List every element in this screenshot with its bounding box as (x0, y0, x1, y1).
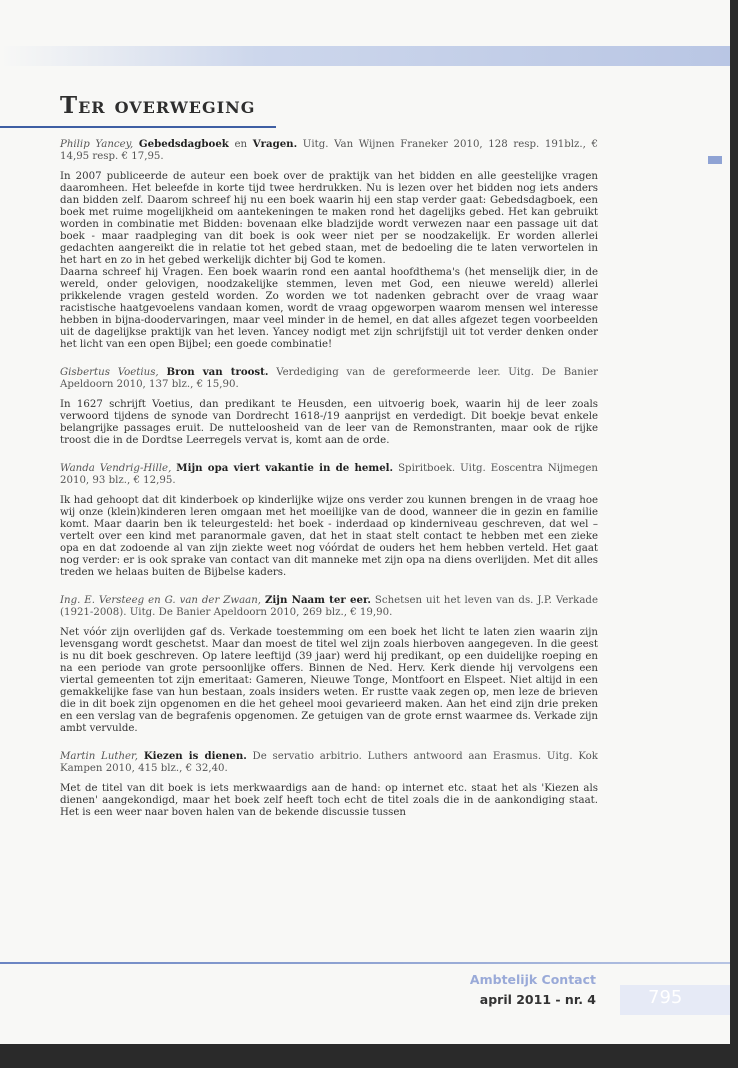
review-list (60, 138, 598, 834)
review-author: Martin Luther, (60, 751, 139, 762)
review-entry (60, 462, 598, 579)
footer-rule (0, 962, 730, 964)
section-title: Ter overweging (60, 92, 256, 119)
margin-tab-marker (708, 156, 722, 164)
review-entry (60, 138, 598, 351)
page-number: 795 (648, 987, 683, 1008)
review-details: Spiritboek. Uitg. Eoscentra Nijmegen 2010, 93 blz., € 12,95. (60, 463, 598, 486)
review-title: Bron van troost. (166, 366, 269, 378)
review-paragraph: In 2007 publiceerde de auteur een boek over de praktijk van het bidden en alle geestelijke vragen daaromheen. Het beleefde in korte tijd twee herdrukken. Nu is lezen over het bidden nog iets anders dan bidden zelf. Daarom schreef hij nu een boek waarin hij een stap verder gaat: Gebedsdagboek, een boek met ruime mogelijkheid om aantekeningen te maken rond het dagelijks gebed. Het kan gebruikt worden in combinatie met Bidden: bovenaan elke bladzijde wordt verwezen naar een passage uit dat boek - maar raadpleging van dit boek is ook weer niet per se noodzakelijk. Er worden allerlei gedachten aangereikt die in relatie tot het gebed staan, met de bedoeling die te laten verwortelen in het hart en zo in het gebed werkelijk dichter bij God te komen. (60, 171, 598, 266)
review-citation (60, 750, 598, 775)
review-details: Uitg. Van Wijnen Franeker 2010, 128 resp. 191blz., € 14,95 resp. € 17,95. (60, 139, 598, 162)
title-underline (0, 126, 276, 128)
review-title-second: Vragen. (252, 138, 298, 150)
review-author: Gisbertus Voetius, (60, 367, 159, 378)
review-paragraph: In 1627 schrijft Voetius, dan predikant te Heusden, een uitvoerig boek, waarin hij de leer zoals verwoord tijdens de synode van Dordrecht 1618-/19 aanprijst en verdedigt. Dit boekje bevat enkele belangrijke passages eruit. De nutteloosheid van de leer van de Remonstranten, maar ook de rijke troost die in de Dordtse Leerregels vervat is, komt aan de orde. (60, 399, 598, 446)
review-citation (60, 138, 598, 163)
review-entry (60, 594, 598, 735)
header-band (0, 46, 730, 66)
review-details: Schetsen uit het leven van ds. J.P. Verkade (1921-2008). Uitg. De Banier Apeldoorn 2010, 269 blz., € 19,90. (60, 595, 598, 618)
review-paragraph: Daarna schreef hij Vragen. Een boek waarin rond een aantal hoofdthema's (het menselijk dier, in de wereld, onder gelovigen, noodzakelijke stemmen, leven met God, een nieuwe wereld) allerlei prikkelende vragen gesteld worden. Zo worden we tot nadenken gebracht over de vraag waar racistische haatgevoelens vandaan komen, wordt de vraag opgeworpen waarom mensen wel interesse hebben in bijna-doodervaringen, maar veel minder in de hemel, en dat alles afgezet tegen voorbeelden uit de dagelijkse praktijk van het leven. Yancey nodigt met zijn schrijfstijl uit tot verder denken onder het licht van een open Bijbel; een goede combinatie! (60, 267, 598, 350)
review-title: Zijn Naam ter eer. (264, 594, 371, 606)
review-paragraph: Ik had gehoopt dat dit kinderboek op kinderlijke wijze ons verder zou kunnen brengen in de vraag hoe wij onze (klein)kinderen leren omgaan met het moeilijke van de dood, wanneer die in gezin en familie komt. Maar daarin ben ik teleurgesteld: het boek - inderdaad op kinderniveau geschreven, dat wel – vertelt over een kind met paranormale gaven, dat het in staat stelt contact te hebben met een zieke opa en dat zodoende al van zijn ziekte weet nog vóórdat de ouders het hem hebben verteld. Het gaat nog verder: er is ook sprake van contact van dit manneke met zijn opa na diens overlijden. Met dit alles treden we helaas buiten de Bijbelse kaders. (60, 495, 598, 578)
review-author: Ing. E. Versteeg en G. van der Zwaan, (60, 595, 262, 606)
review-paragraph: Met de titel van dit boek is iets merkwaardigs aan de hand: op internet etc. staat het als 'Kiezen als dienen' aangekondigd, maar het boek zelf heeft toch echt de titel zoals die in de aankondiging staat. Het is een weer naar boven halen van de bekende discussie tussen (60, 783, 598, 818)
footer-journal-name: Ambtelijk Contact (469, 972, 596, 987)
review-entry (60, 750, 598, 819)
review-details: Verdediging van de gereformeerde leer. Uitg. De Banier Apeldoorn 2010, 137 blz., € 15,90. (60, 367, 599, 390)
review-paragraph: Net vóór zijn overlijden gaf ds. Verkade toestemming om een boek het licht te laten zien waarin zijn levensgang wordt geschetst. Maar dan moest de titel wel zijn zoals hierboven aangegeven. In die geest is nu dit boek geschreven. Op latere leeftijd (39 jaar) werd hij predikant, op een duidelijke roeping en na een periode van grote persoonlijke offers. Binnen de Ned. Herv. Kerk diende hij vervolgens een viertal gemeenten tot zijn emeritaat: Gameren, Nieuwe Tonge, Montfoort en Elspeet. Niet altijd in een gemakkelijke fase van hun bestaan, zoals insiders weten. Er rustte vaak zegen op, men leze de brieven die in dit boek zijn opgenomen en die het geheel mooi gevarieerd maken. Aan het eind zijn drie preken en een verslag van de begrafenis opgenomen. Ze getuigen van de grote ernst waarmee ds. Verkade zijn ambt vervulde. (60, 627, 598, 734)
review-entry (60, 366, 598, 447)
review-citation (60, 366, 598, 391)
review-details: De servatio arbitrio. Luthers antwoord aan Erasmus. Uitg. Kok Kampen 2010, 415 blz., € 32,40. (60, 751, 598, 774)
footer-issue: april 2011 - nr. 4 (479, 992, 596, 1007)
review-title-joiner: en (234, 139, 248, 150)
review-author: Wanda Vendrig-Hille, (60, 463, 172, 474)
review-citation (60, 594, 598, 619)
review-author: Philip Yancey, (60, 139, 134, 150)
review-title: Gebedsdagboek (138, 138, 229, 150)
review-citation (60, 462, 598, 487)
review-title: Mijn opa viert vakantie in de hemel. (176, 462, 394, 474)
review-title: Kiezen is dienen. (143, 750, 247, 762)
